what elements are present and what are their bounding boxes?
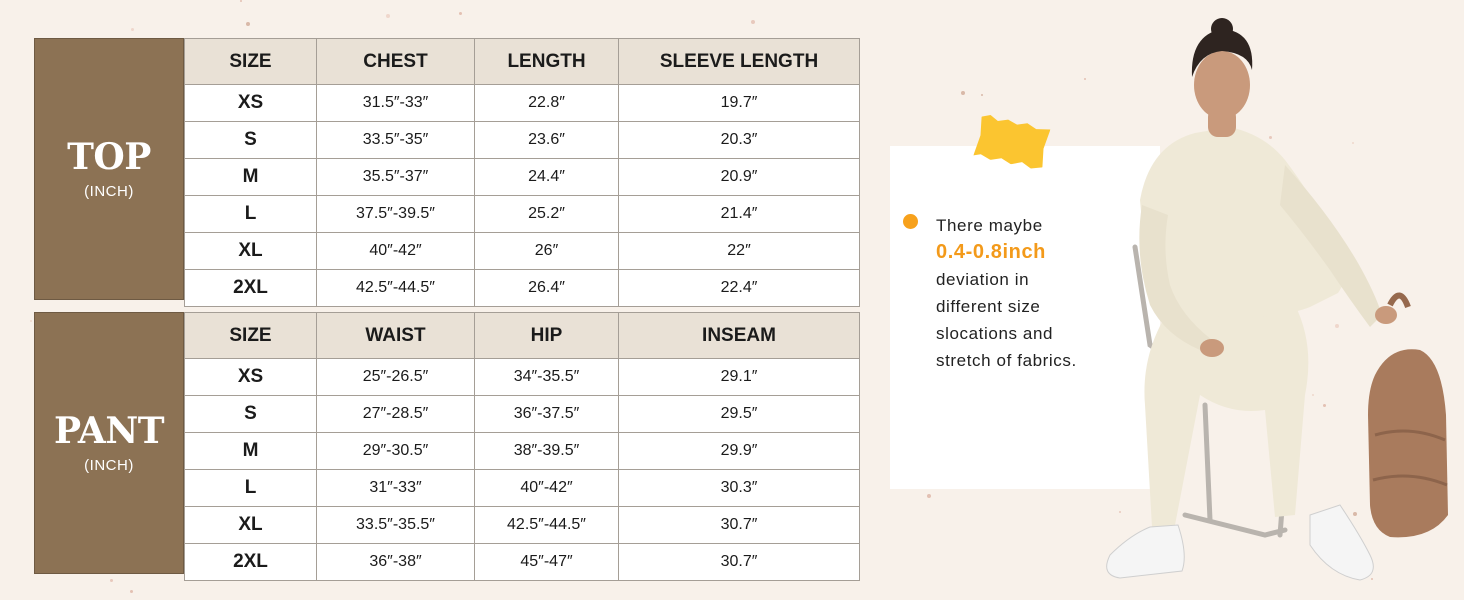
size-cell: XL bbox=[185, 233, 317, 270]
background-speck bbox=[459, 12, 462, 15]
top-size-table-block bbox=[34, 38, 860, 300]
top-unit-label: (INCH) bbox=[84, 182, 134, 200]
chest-cell: 33.5″-35″ bbox=[317, 122, 475, 159]
note-line: different size bbox=[936, 297, 1041, 316]
chest-cell: 37.5″-39.5″ bbox=[317, 196, 475, 233]
pant-unit-label: (INCH) bbox=[84, 456, 134, 474]
hip-cell: 42.5″-44.5″ bbox=[475, 507, 619, 544]
chest-cell: 40″-42″ bbox=[317, 233, 475, 270]
background-speck bbox=[246, 22, 250, 26]
pant-label: PANT bbox=[53, 409, 165, 452]
background-speck bbox=[110, 579, 113, 582]
background-speck bbox=[131, 28, 134, 31]
note-line: stretch of fabrics. bbox=[936, 351, 1077, 370]
background-speck bbox=[30, 320, 32, 322]
column-header-size: SIZE bbox=[185, 39, 317, 85]
column-header-hip: HIP bbox=[475, 313, 619, 359]
chest-cell: 42.5″-44.5″ bbox=[317, 270, 475, 307]
table-row bbox=[185, 270, 860, 307]
size-cell: XL bbox=[185, 507, 317, 544]
note-line: slocations and bbox=[936, 324, 1054, 343]
length-cell: 24.4″ bbox=[475, 159, 619, 196]
sleeve-length-cell: 20.9″ bbox=[619, 159, 860, 196]
sleeve-length-cell: 19.7″ bbox=[619, 85, 860, 122]
background-speck bbox=[961, 91, 965, 95]
pant-size-table bbox=[184, 312, 860, 581]
table-row bbox=[185, 233, 860, 270]
background-speck bbox=[130, 590, 133, 593]
table-row bbox=[185, 359, 860, 396]
model-photo bbox=[1090, 15, 1464, 600]
waist-cell: 36″-38″ bbox=[317, 544, 475, 581]
table-row bbox=[185, 85, 860, 122]
inseam-cell: 29.1″ bbox=[619, 359, 860, 396]
inseam-cell: 29.5″ bbox=[619, 396, 860, 433]
length-cell: 23.6″ bbox=[475, 122, 619, 159]
table-row bbox=[185, 470, 860, 507]
inseam-cell: 30.7″ bbox=[619, 507, 860, 544]
bullet-dot-icon bbox=[903, 214, 918, 229]
size-cell: 2XL bbox=[185, 544, 317, 581]
size-cell: L bbox=[185, 470, 317, 507]
pant-size-table-block bbox=[34, 312, 860, 574]
length-cell: 22.8″ bbox=[475, 85, 619, 122]
hip-cell: 34″-35.5″ bbox=[475, 359, 619, 396]
background-speck bbox=[1084, 78, 1086, 80]
waist-cell: 31″-33″ bbox=[317, 470, 475, 507]
waist-cell: 29″-30.5″ bbox=[317, 433, 475, 470]
background-speck bbox=[927, 494, 931, 498]
table-row bbox=[185, 433, 860, 470]
sleeve-length-cell: 21.4″ bbox=[619, 196, 860, 233]
top-label-cell bbox=[34, 38, 184, 300]
size-cell: 2XL bbox=[185, 270, 317, 307]
note-line: There maybe bbox=[936, 216, 1043, 235]
size-cell: M bbox=[185, 433, 317, 470]
column-header-waist: WAIST bbox=[317, 313, 475, 359]
column-header-length: LENGTH bbox=[475, 39, 619, 85]
sleeve-length-cell: 20.3″ bbox=[619, 122, 860, 159]
column-header-inseam: INSEAM bbox=[619, 313, 860, 359]
note-line: deviation in bbox=[936, 270, 1030, 289]
size-cell: S bbox=[185, 396, 317, 433]
column-header-chest: CHEST bbox=[317, 39, 475, 85]
background-speck bbox=[386, 14, 390, 18]
table-row bbox=[185, 196, 860, 233]
length-cell: 26″ bbox=[475, 233, 619, 270]
sleeve-length-cell: 22.4″ bbox=[619, 270, 860, 307]
top-size-table bbox=[184, 38, 860, 307]
waist-cell: 27″-28.5″ bbox=[317, 396, 475, 433]
size-cell: M bbox=[185, 159, 317, 196]
hip-cell: 40″-42″ bbox=[475, 470, 619, 507]
inseam-cell: 29.9″ bbox=[619, 433, 860, 470]
table-row bbox=[185, 396, 860, 433]
size-cell: XS bbox=[185, 85, 317, 122]
table-header-row bbox=[185, 313, 860, 359]
background-speck bbox=[240, 0, 242, 2]
pant-label-cell bbox=[34, 312, 184, 574]
size-cell: S bbox=[185, 122, 317, 159]
background-speck bbox=[981, 94, 983, 96]
top-label: TOP bbox=[67, 135, 151, 178]
size-cell: L bbox=[185, 196, 317, 233]
sleeve-length-cell: 22″ bbox=[619, 233, 860, 270]
table-row bbox=[185, 122, 860, 159]
chest-cell: 35.5″-37″ bbox=[317, 159, 475, 196]
background-speck bbox=[751, 20, 755, 24]
hip-cell: 38″-39.5″ bbox=[475, 433, 619, 470]
column-header-size: SIZE bbox=[185, 313, 317, 359]
note-highlight: 0.4-0.8inch bbox=[936, 241, 1046, 263]
table-row bbox=[185, 159, 860, 196]
inseam-cell: 30.7″ bbox=[619, 544, 860, 581]
size-cell: XS bbox=[185, 359, 317, 396]
hip-cell: 45″-47″ bbox=[475, 544, 619, 581]
length-cell: 25.2″ bbox=[475, 196, 619, 233]
table-row bbox=[185, 507, 860, 544]
hip-cell: 36″-37.5″ bbox=[475, 396, 619, 433]
inseam-cell: 30.3″ bbox=[619, 470, 860, 507]
length-cell: 26.4″ bbox=[475, 270, 619, 307]
table-header-row bbox=[185, 39, 860, 85]
chest-cell: 31.5″-33″ bbox=[317, 85, 475, 122]
waist-cell: 33.5″-35.5″ bbox=[317, 507, 475, 544]
waist-cell: 25″-26.5″ bbox=[317, 359, 475, 396]
column-header-sleeve-length: SLEEVE LENGTH bbox=[619, 39, 860, 85]
table-row bbox=[185, 544, 860, 581]
